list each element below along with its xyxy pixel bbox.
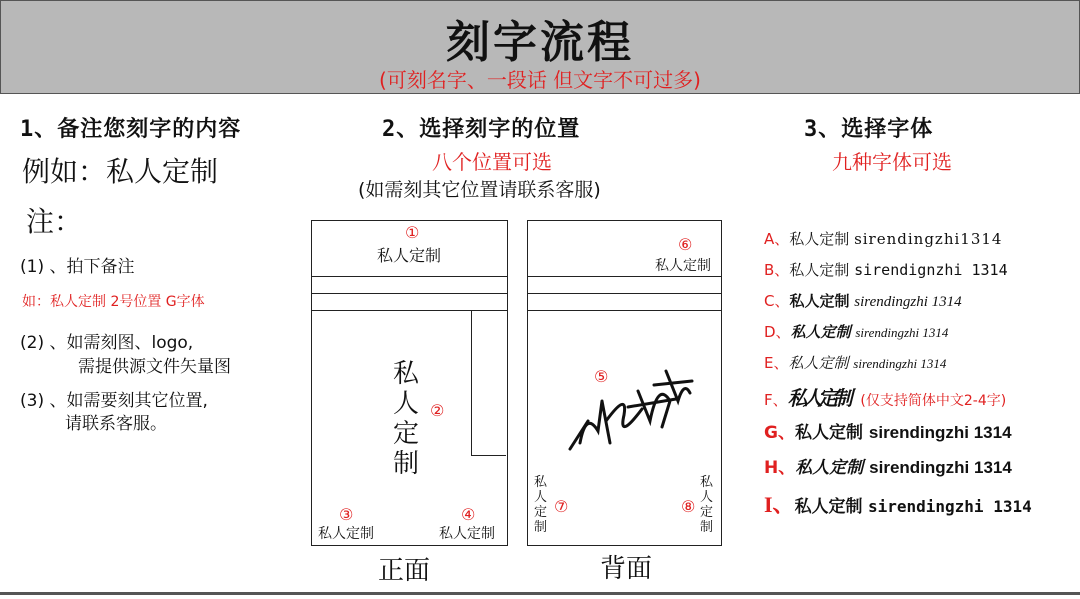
signature-scribble <box>558 351 698 461</box>
font-sample-cn: 私人定制 <box>789 230 850 248</box>
position-1-marker: ① <box>405 223 420 242</box>
font-sample-cn: 私人定制 <box>790 323 851 341</box>
position-7-marker: ⑦ <box>554 497 569 516</box>
font-option-g <box>764 418 1012 443</box>
position-4-text: 私人定制 <box>439 526 495 542</box>
font-sample-cn: 私人定制 <box>789 261 850 279</box>
font-option-h <box>764 453 1012 478</box>
divider <box>312 293 507 294</box>
page-title: 刻字流程 <box>446 17 634 68</box>
position-7-text: 私人定制 <box>534 475 548 535</box>
font-sample-latin: sirendignzhi 1314 <box>854 261 1008 279</box>
font-option-i <box>764 488 1032 519</box>
position-1-text: 私人定制 <box>377 246 442 265</box>
font-sample-cn: 私人定制 <box>794 423 863 443</box>
position-2-text: 私人定制 <box>392 359 419 479</box>
step2-title: 2、选择刻字的位置 <box>382 117 581 142</box>
font-sample-latin: sirendingzhi 1314 <box>854 294 962 310</box>
font-option-f <box>764 382 1006 411</box>
position-4-marker: ④ <box>461 505 476 524</box>
note-heading: 注： <box>26 205 83 238</box>
bottom-border <box>0 592 1080 595</box>
note-3-line1: (3) 、如需要刻其它位置, <box>20 391 208 411</box>
position-2-marker: ② <box>430 401 445 420</box>
font-option-a <box>764 228 1002 249</box>
font-letter: A、 <box>764 230 790 248</box>
position-5-marker: ⑤ <box>594 367 609 386</box>
note-1: (1) 、拍下备注 <box>20 257 135 277</box>
divider <box>528 310 721 311</box>
step3-title: 3、选择字体 <box>804 117 934 142</box>
front-board <box>311 220 508 546</box>
step1-example: 例如：私人定制 <box>22 155 219 188</box>
step3-subtitle: 九种字体可选 <box>832 150 952 174</box>
side-slot <box>471 310 506 456</box>
position-8-text: 私人定制 <box>700 475 714 535</box>
font-option-e <box>764 352 946 373</box>
note-1-example: 如：私人定制 2号位置 G字体 <box>22 294 205 310</box>
font-letter: D、 <box>764 323 791 341</box>
position-8-marker: ⑧ <box>681 497 696 516</box>
note-3-line2: 请联系客服。 <box>65 414 167 434</box>
font-letter: G、 <box>764 423 795 443</box>
font-letter: H、 <box>764 458 796 478</box>
divider <box>312 276 507 277</box>
divider <box>528 276 721 277</box>
font-sample-latin: sirendingzhi 1314 <box>855 325 949 340</box>
position-3-marker: ③ <box>339 505 354 524</box>
font-sample-latin: sirendingzhi 1314 <box>868 423 1012 442</box>
font-sample-latin: sirendingzhi 1314 <box>869 458 1012 477</box>
font-letter: F、 <box>764 391 788 409</box>
font-option-c <box>764 290 962 311</box>
step2-contact-note: (如需刻其它位置请联系客服) <box>358 179 601 201</box>
font-sample-cn: 私人定制 <box>789 292 850 310</box>
position-3-text: 私人定制 <box>318 526 374 542</box>
divider <box>528 293 721 294</box>
font-letter: B、 <box>764 261 790 279</box>
font-option-d <box>764 321 948 342</box>
font-letter: C、 <box>764 292 790 310</box>
font-note: (仅支持简体中文2-4字) <box>860 393 1007 409</box>
back-label: 背面 <box>600 554 653 584</box>
position-6-marker: ⑥ <box>678 235 693 254</box>
front-label: 正面 <box>378 556 431 586</box>
font-letter: E、 <box>764 354 789 372</box>
font-sample-cn: 私人定制 <box>787 386 848 410</box>
font-sample-latin: sirendingzhi 1314 <box>853 356 947 371</box>
step2-subtitle: 八个位置可选 <box>432 150 552 174</box>
page-subtitle: (可刻名字、一段话 但文字不可过多) <box>379 68 701 92</box>
font-sample-latin: sirendingzhi1314 <box>854 230 1003 248</box>
position-6-text: 私人定制 <box>655 258 711 274</box>
font-sample-cn: 私人定制 <box>788 354 849 372</box>
font-option-b <box>764 259 1008 280</box>
font-letter: I、 <box>764 492 795 517</box>
note-2-line2: 需提供源文件矢量图 <box>78 357 231 377</box>
font-sample-latin: sirendingzhi 1314 <box>867 497 1032 516</box>
back-board <box>527 220 722 546</box>
step1-title: 1、备注您刻字的内容 <box>20 117 242 142</box>
font-sample-cn: 私人定制 <box>795 458 864 478</box>
font-sample-cn: 私人定制 <box>794 497 863 517</box>
note-2-line1: (2) 、如需刻图、logo, <box>20 333 194 353</box>
